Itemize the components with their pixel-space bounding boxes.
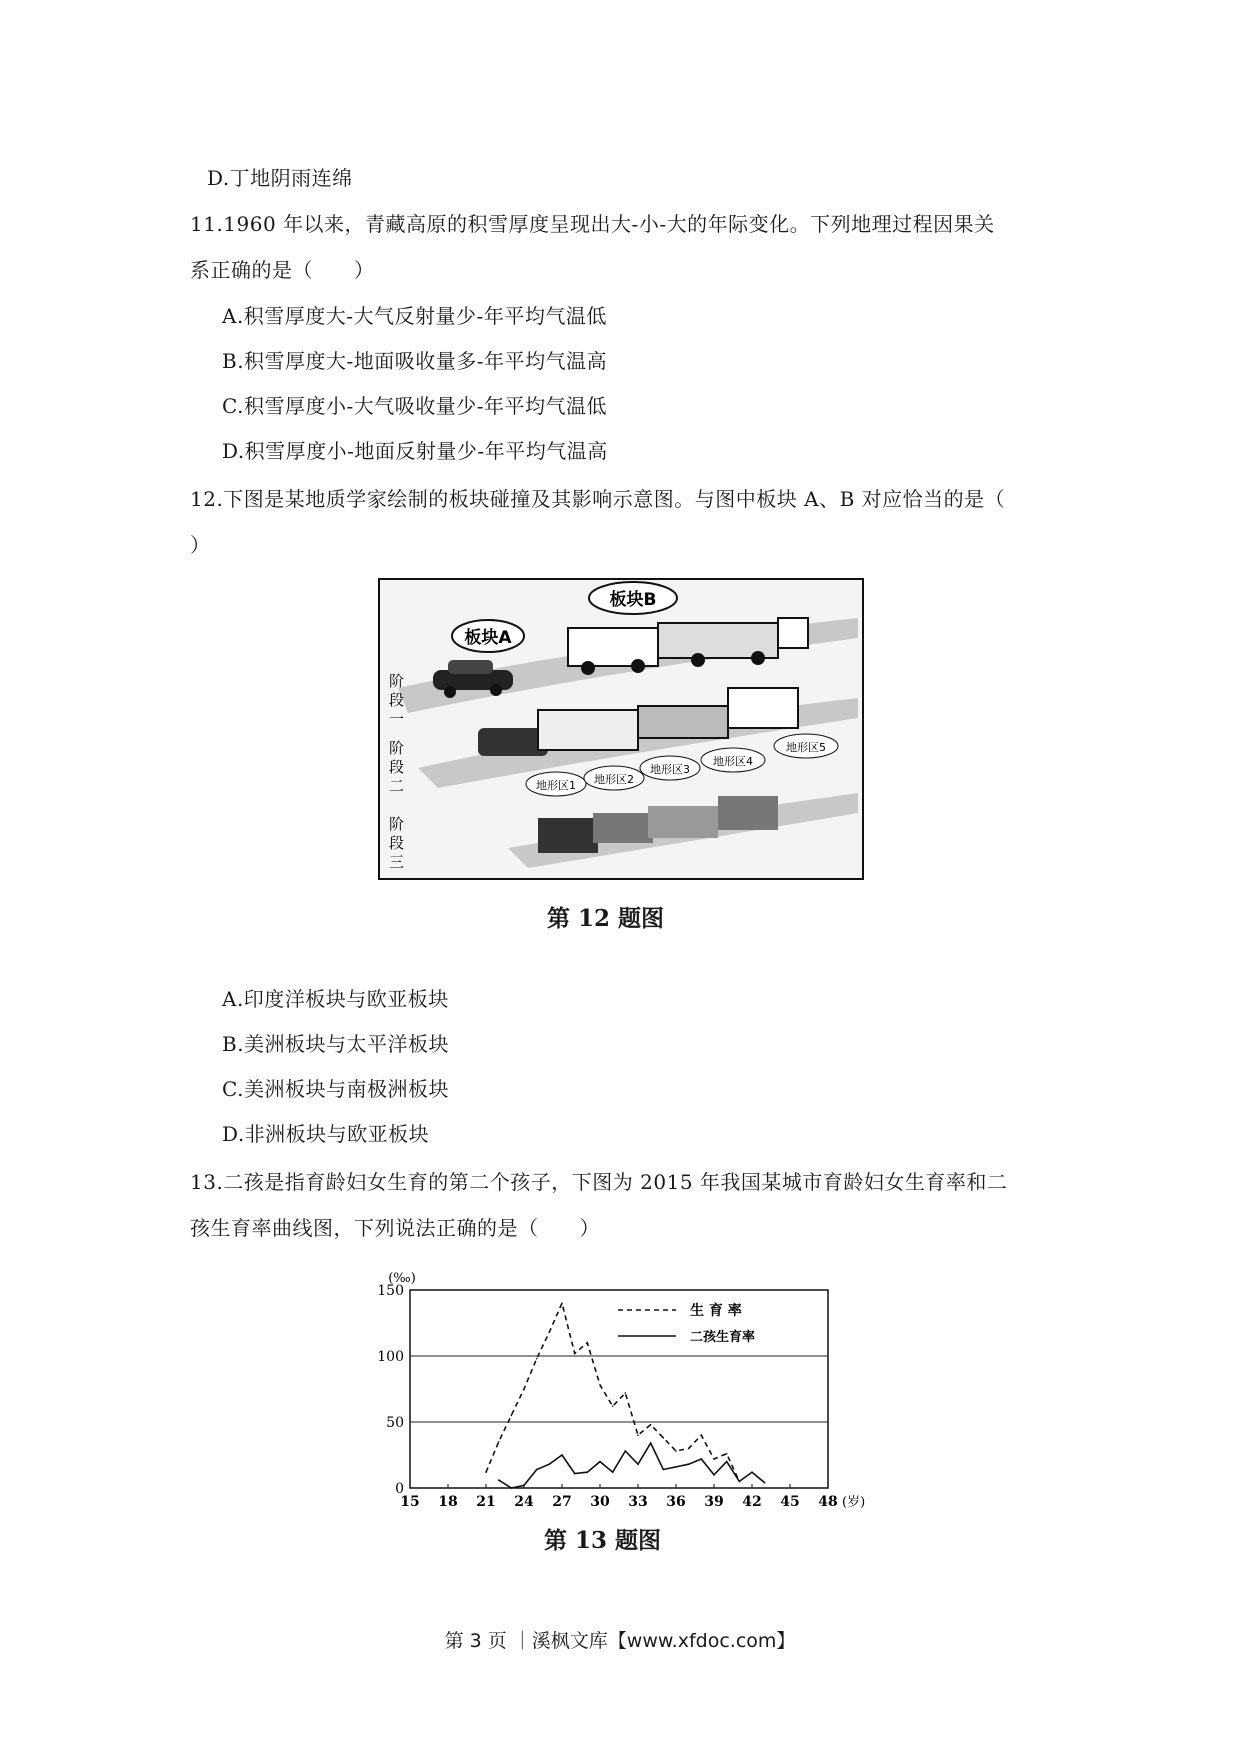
data-point	[688, 1463, 690, 1465]
data-point	[675, 1450, 677, 1452]
q10-option-d: D.丁地阴雨连绵	[207, 166, 353, 190]
data-point	[561, 1302, 563, 1304]
data-point	[625, 1392, 627, 1394]
data-point	[713, 1474, 715, 1476]
q12-stem-line2: ）	[190, 533, 211, 557]
q11-option-d: D.积雪厚度小-地面反射量少-年平均气温高	[222, 439, 608, 463]
x-tick-label: 45	[780, 1494, 800, 1510]
terrain-label-5: 地形区5	[786, 741, 826, 754]
data-point	[688, 1448, 690, 1450]
data-point	[612, 1405, 614, 1407]
y-tick-label: 0	[395, 1481, 404, 1497]
data-point	[549, 1463, 551, 1465]
stage1-label: 阶段一	[387, 673, 405, 730]
figure12-caption: 第 12 题图	[547, 905, 665, 932]
x-tick-label: 36	[666, 1494, 686, 1510]
x-axis-label: (岁)	[842, 1495, 866, 1510]
data-point	[675, 1466, 677, 1468]
page-footer: 第 3 页 ｜溪枫文库【www.xfdoc.com】	[444, 1630, 796, 1652]
series-line-second-child-rate	[499, 1443, 765, 1488]
legend-label-second-child-rate: 二孩生育率	[690, 1330, 756, 1345]
data-point	[764, 1482, 766, 1484]
x-tick-label: 39	[704, 1494, 724, 1510]
plate-b-label: 板块B	[609, 590, 657, 610]
x-tick-label: 48	[818, 1494, 838, 1510]
data-point	[523, 1388, 525, 1390]
data-point	[599, 1461, 601, 1463]
plot-frame	[410, 1290, 828, 1488]
data-point	[599, 1384, 601, 1386]
data-point	[536, 1358, 538, 1360]
data-point	[650, 1424, 652, 1426]
data-point	[574, 1473, 576, 1475]
data-point	[523, 1485, 525, 1487]
data-point	[511, 1487, 513, 1489]
x-tick-label: 30	[590, 1494, 610, 1510]
data-point	[637, 1463, 639, 1465]
fertility-rate-chart	[368, 1262, 866, 1512]
x-tick-label: 42	[742, 1494, 762, 1510]
q12-option-b: B.美洲板块与太平洋板块	[222, 1032, 450, 1056]
stage3-label: 阶段三	[387, 816, 405, 873]
data-point	[587, 1471, 589, 1473]
data-point	[637, 1434, 639, 1436]
terrain-label-4: 地形区4	[713, 755, 753, 768]
q12-option-c: C.美洲板块与南极洲板块	[222, 1077, 449, 1101]
data-point	[498, 1479, 500, 1481]
x-tick-label: 33	[628, 1494, 648, 1510]
legend-label-fertility-rate: 生 育 率	[690, 1303, 742, 1319]
data-point	[713, 1458, 715, 1460]
x-tick-label: 15	[400, 1494, 420, 1510]
plate-a-label: 板块A	[464, 628, 512, 648]
q11-stem-line2: 系正确的是（ ）	[190, 258, 375, 282]
data-point	[536, 1469, 538, 1471]
terrain-label-2: 地形区2	[594, 773, 634, 786]
figure13-caption: 第 13 题图	[544, 1527, 662, 1554]
data-point	[701, 1458, 703, 1460]
q12-stem-line1: 12.下图是某地质学家绘制的板块碰撞及其影响示意图。与图中板块 A、B 对应恰当的是（	[190, 487, 1006, 511]
q11-option-b: B.积雪厚度大-地面吸收量多-年平均气温高	[222, 349, 608, 373]
data-point	[663, 1437, 665, 1439]
data-point	[701, 1434, 703, 1436]
q12-option-a: A.印度洋板块与欧亚板块	[222, 987, 449, 1011]
q13-stem-line2: 孩生育率曲线图，下列说法正确的是（ ）	[190, 1216, 600, 1240]
data-point	[612, 1471, 614, 1473]
x-tick-label: 18	[438, 1494, 458, 1510]
x-tick-label: 27	[552, 1494, 572, 1510]
terrain-label-1: 地形区1	[536, 779, 576, 792]
data-point	[739, 1481, 741, 1483]
data-point	[663, 1469, 665, 1471]
q12-option-d: D.非洲板块与欧亚板块	[222, 1122, 430, 1146]
data-point	[561, 1454, 563, 1456]
q11-stem-line1: 11.1960 年以来，青藏高原的积雪厚度呈现出大-小-大的年际变化。下列地理过程因果关	[190, 212, 995, 236]
stage2-label: 阶段二	[387, 740, 405, 797]
data-point	[726, 1453, 728, 1455]
terrain-label-3: 地形区3	[650, 763, 690, 776]
y-tick-label: 100	[377, 1349, 404, 1365]
q13-stem-line1: 13.二孩是指育龄妇女生育的第二个孩子，下图为 2015 年我国某城市育龄妇女生育率和二	[190, 1170, 1008, 1194]
data-point	[751, 1471, 753, 1473]
plate-collision-figure	[378, 578, 864, 880]
data-point	[574, 1353, 576, 1355]
y-axis-label: (‰)	[388, 1271, 416, 1286]
data-point	[511, 1415, 513, 1417]
data-point	[726, 1461, 728, 1463]
x-tick-label: 24	[514, 1494, 534, 1510]
data-point	[650, 1442, 652, 1444]
y-tick-label: 150	[377, 1283, 404, 1299]
data-point	[498, 1441, 500, 1443]
q11-option-c: C.积雪厚度小-大气吸收量少-年平均气温低	[222, 394, 607, 418]
data-point	[587, 1342, 589, 1344]
y-tick-label: 50	[386, 1415, 404, 1431]
data-point	[625, 1450, 627, 1452]
q11-option-a: A.积雪厚度大-大气反射量少-年平均气温低	[222, 304, 607, 328]
data-point	[485, 1471, 487, 1473]
data-point	[549, 1331, 551, 1333]
x-tick-label: 21	[476, 1494, 496, 1510]
